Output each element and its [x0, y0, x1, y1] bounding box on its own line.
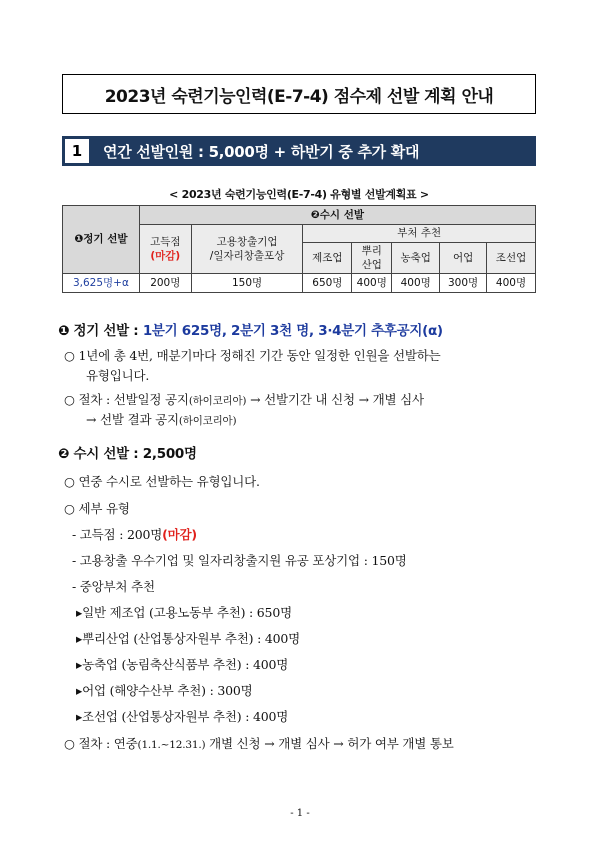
root-industry-header [352, 243, 392, 274]
rolling-line8: ▸농축업 (농림축산식품부 추천) : 400명 [76, 657, 289, 672]
rolling-line3 [72, 525, 197, 543]
regular-item2-source2: (하이코리아) [178, 415, 237, 427]
employment-value: 150명 [191, 274, 303, 293]
fishery-header: 어업 [440, 243, 487, 274]
fishery-value: 300명 [440, 274, 487, 293]
rolling-line2: ○ 세부 유형 [64, 501, 130, 516]
regular-selection-header: ❶정기 선발 [63, 206, 140, 274]
regular-bullet-icon: ❶ [58, 323, 70, 339]
section-1-heading: 연간 선발인원 : 5,000명 + 하반기 중 추가 확대 [103, 142, 420, 161]
ministry-recommendation-header: 부처 추천 [303, 225, 536, 243]
high-score-header [139, 225, 191, 274]
employment-label-line2: /일자리창출포상 [209, 250, 285, 262]
rolling-selection-header: ❷수시 선발 [139, 206, 535, 225]
page-number: - 1 - [290, 808, 310, 819]
regular-detail: 1분기 625명, 2분기 3천 명, 3·4분기 추후공지(α) [142, 323, 443, 339]
rolling-selection-heading [58, 442, 197, 462]
regular-item2-line2-prefix: → 선발 결과 공지 [86, 412, 179, 427]
regular-item2-source1: (하이코리아) [188, 395, 247, 407]
section-1-number: 1 [65, 139, 89, 163]
rolling-procedure-prefix: ○ 절차 : 연중 [64, 736, 138, 751]
table-caption: < 2023년 숙련기능인력(E-7-4) 유형별 선발계획표 > [169, 188, 429, 201]
employment-label-line1: 고용창출기업 [216, 235, 278, 248]
rolling-line7: ▸뿌리산업 (산업통상자원부 추천) : 400명 [76, 631, 301, 646]
rolling-line4: - 고용창출 우수기업 및 일자리창출지원 유공 포상기업 : 150명 [72, 553, 407, 568]
rolling-line5: - 중앙부처 추천 [72, 579, 155, 594]
regular-label: 정기 선발 : [73, 323, 139, 339]
high-score-closed-note: (마감) [150, 250, 181, 262]
rolling-bullet-icon: ❷ [58, 446, 70, 462]
rolling-procedure-dates: (1.1.~12.31.) [137, 739, 206, 751]
rolling-title: 수시 선발 : 2,500명 [73, 446, 197, 462]
manufacturing-value: 650명 [303, 274, 352, 293]
regular-item2-suffix: → 선발기간 내 신청 → 개별 심사 [246, 392, 424, 407]
regular-item2-line1 [64, 390, 424, 408]
rolling-high-score: - 고득점 : 200명 [72, 527, 163, 542]
manufacturing-header: 제조업 [303, 243, 352, 274]
high-score-label: 고득점 [150, 235, 181, 248]
rolling-line6: ▸일반 제조업 (고용노동부 추천) : 650명 [76, 605, 292, 620]
regular-item2-line2 [86, 410, 236, 428]
regular-value: 3,625명+α [63, 274, 140, 293]
shipbuilding-value: 400명 [487, 274, 536, 293]
shipbuilding-header: 조선업 [487, 243, 536, 274]
regular-item1-line2: 유형입니다. [86, 368, 150, 383]
root-industry-line1: 뿌리 [361, 244, 382, 257]
rolling-procedure-suffix: 개별 신청 → 개별 심사 → 허가 여부 개별 통보 [205, 736, 454, 751]
regular-item2-prefix: ○ 절차 : 선발일정 공지 [64, 392, 189, 407]
employment-header [191, 225, 303, 274]
root-industry-value: 400명 [352, 274, 392, 293]
high-score-value: 200명 [139, 274, 191, 293]
selection-plan-table [62, 205, 536, 293]
root-industry-line2: 산업 [361, 259, 382, 271]
agriculture-header: 농축업 [392, 243, 440, 274]
rolling-high-score-note: (마감) [162, 527, 197, 542]
regular-selection-heading [58, 319, 443, 339]
rolling-line11 [64, 734, 454, 752]
section-1-bar [62, 136, 536, 166]
rolling-line1: ○ 연중 수시로 선발하는 유형입니다. [64, 474, 260, 489]
agriculture-value: 400명 [392, 274, 440, 293]
rolling-line9: ▸어업 (해양수산부 추천) : 300명 [76, 683, 253, 698]
regular-item1-line1: ○ 1년에 총 4번, 매분기마다 정해진 기간 동안 일정한 인원을 선발하는 [64, 348, 441, 363]
document-title: 2023년 숙련기능인력(E-7-4) 점수제 선발 계획 안내 [62, 74, 536, 114]
rolling-line10: ▸조선업 (산업통상자원부 추천) : 400명 [76, 709, 289, 724]
